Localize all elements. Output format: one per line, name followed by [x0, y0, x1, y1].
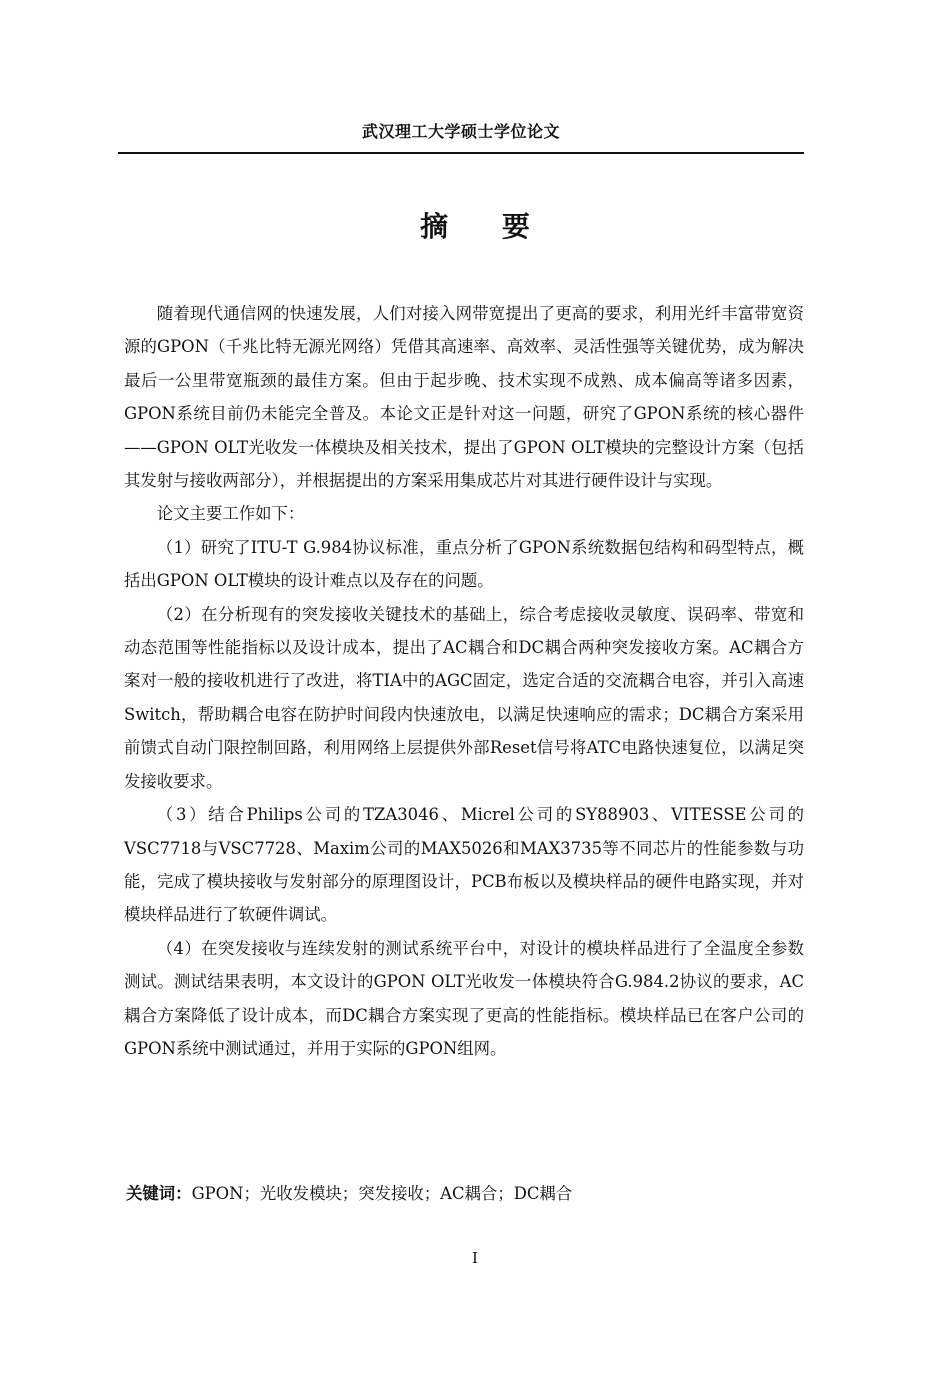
- abstract-paragraph-item-4: （4）在突发接收与连续发射的测试系统平台中，对设计的模块样品进行了全温度全参数测试。测试结果表明，本文设计的GPON OLT光收发一体模块符合G.984.2协议的要求，AC耦合方案降低了设计成本，而DC耦合方案实现了更高的性能指标。模块样品已在客户公司的GPON系统中测试通过，并用于实际的GPON组网。: [124, 938, 804, 1058]
- keywords-label: 关键词：: [126, 1184, 192, 1203]
- abstract-paragraph-item-3: （3）结合Philips公司的TZA3046、Micrel公司的SY88903、VITESSE公司的VSC7718与VSC7728、Maxim公司的MAX5026和MAX3735等不同芯片的性能参数与功能，完成了模块接收与发射部分的原理图设计，PCB布板以及模块样品的硬件电路实现，并对模块样品进行了软硬件调试。: [124, 805, 804, 925]
- abstract-title: 摘 要: [420, 210, 552, 243]
- abstract-paragraph-work-heading: 论文主要工作如下：: [156, 504, 305, 524]
- keywords-line: [126, 1180, 806, 1208]
- keywords-text: GPON；光收发模块；突发接收；AC耦合；DC耦合: [191, 1184, 573, 1203]
- abstract-paragraph-intro: 随着现代通信网的快速发展，人们对接入网带宽提出了更高的要求，利用光纤丰富带宽资源的GPON（千兆比特无源光网络）凭借其高速率、高效率、灵活性强等关键优势，成为解决最后一公里带宽瓶颈的最佳方案。但由于起步晚、技术实现不成熟、成本偏高等诸多因素，GPON系统目前仍未能完全普及。本论文正是针对这一问题，研究了GPON系统的核心器件——GPON OLT光收发一体模块及相关技术，提出了GPON OLT模块的完整设计方案（包括其发射与接收两部分），并根据提出的方案采用集成芯片对其进行硬件设计与实现。: [124, 304, 804, 491]
- abstract-paragraph-item-1: （1）研究了ITU-T G.984协议标准，重点分析了GPON系统数据包结构和码型特点，概括出GPON OLT模块的设计难点以及存在的问题。: [124, 537, 804, 591]
- running-header: [118, 120, 804, 154]
- abstract-body: [124, 297, 804, 1065]
- page-number: I: [472, 1249, 478, 1267]
- abstract-paragraph-item-2: （2）在分析现有的突发接收关键技术的基础上，综合考虑接收灵敏度、误码率、带宽和动态范围等性能指标以及设计成本，提出了AC耦合和DC耦合两种突发接收方案。AC耦合方案对一般的接收机进行了改进，将TIA中的AGC固定，选定合适的交流耦合电容，并引入高速Switch，帮助耦合电容在防护时间段内快速放电，以满足快速响应的需求；DC耦合方案采用前馈式自动门限控制回路，利用网络上层提供外部Reset信号将ATC电路快速复位，以满足突发接收要求。: [124, 604, 804, 791]
- running-header-title: 武汉理工大学硕士学位论文: [361, 122, 560, 141]
